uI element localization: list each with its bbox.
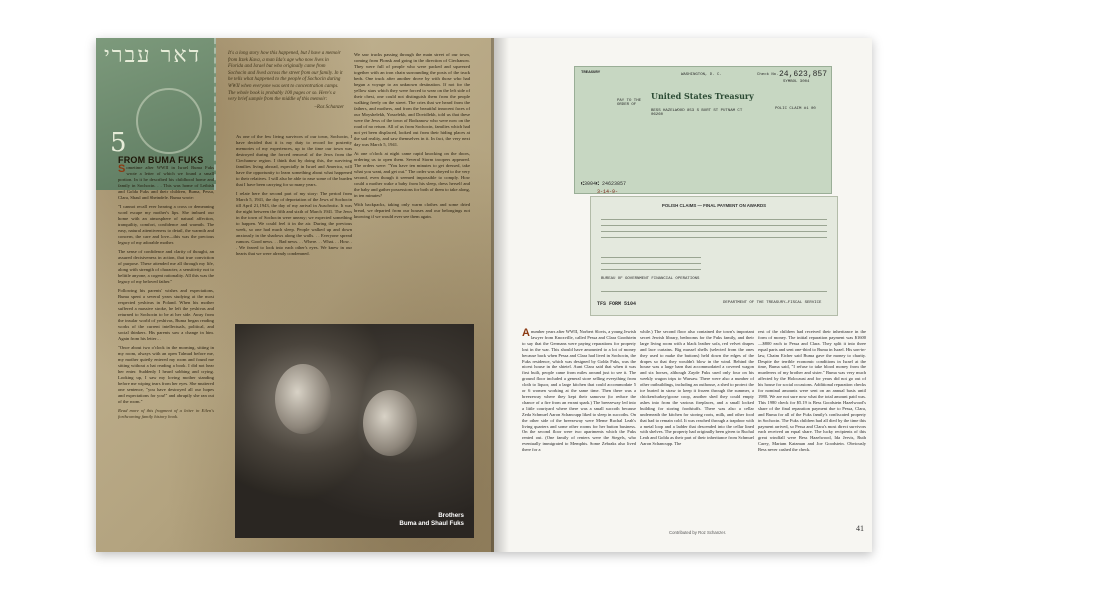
payee-label: PAY TO THE ORDER OF — [617, 99, 642, 107]
form-line — [601, 225, 827, 226]
paragraph — [522, 329, 636, 453]
form-line — [601, 219, 827, 220]
paragraph: We saw trucks passing through the main street of our town, coming from Plonsk and going in the direction of Ciechanow. They were full of people who were packed and squeezed together with an iron chain surrounding the posts of the truck beds. One truck after another drove by with those who had begun a voyage to an unknown destination. If not for the yellow stars which they were forced to wear on the left side of their chest, one could not distinguish them from the people walking freely on the street. The cries that we heard from the fathers, and mothers, and from the beautiful innocent faces of our Moyshelekh, Yosselekh, and Dovidlekh, told us that these were the Jews of the town of Bodzanow who were now on the road of no return. All of us from Sochocin, families which had not yet been displaced, looked out from their hiding places at the sad reality, and saw themselves in it. In fact, the very next day was March 5, 1941. — [354, 52, 470, 147]
right-page — [494, 38, 872, 552]
section-title: FROM BUMA FUKS — [118, 155, 204, 165]
dropcap: A — [522, 327, 530, 339]
page-gutter — [491, 38, 509, 552]
claim-form — [590, 189, 838, 316]
paragraph: "Once about two o'clock in the morning, sitting in my room, always with an open Talmud before me, my mother quietly entered my room and found me sitting without a hat reading a book. I did not hear her enter. Suddenly I heard sobbing and crying. Looking up, I saw my loving mother standing before me wiping tears from her eyes. She muttered one sentence, "you have destroyed all our hopes and expectations for you!" and abruptly she ran out of the room." — [118, 345, 214, 404]
intro-quote-text: It's a long story how this happened, but I have a memoir from Itzek Kava, a man Ida's age who now lives in Florida and Israel but who originally came from Sochocin and lived across the street from our family. In it he tells what happened to the people of Sochocin during WWII when everyone was sent to concentration camps. The whole book is probably 100 pages or so. Here's a very brief sample from the middle of this memoir: — [228, 51, 343, 103]
photo-caption-line1: Brothers — [438, 512, 464, 519]
treasury-check — [574, 66, 832, 194]
paragraph-text: ometime after WWII in Israel Buma Fuks wrote a letter of which we found a small portion. In it he described his childhood home and family in Sochocin. . . This was home of Leibish and Golda Fuks and their children, Buma, Pessa, Clara, Shaul and Sheindele. Buma wrote: — [118, 165, 214, 200]
right-column-1 — [522, 329, 636, 529]
paragraph: The sense of confidence and clarity of thought, an assured decisiveness in action, that true conviction of purpose. These attended me all through my life, along with strength of character, a sensitivity not to belittle anyone, a cogent rationality. All this was the legacy of my beloved father." — [118, 249, 214, 284]
form-title: POLISH CLAIMS — FINAL PAYMENT ON AWARDS — [661, 203, 767, 208]
form-footer: TFS FORM 5104 — [597, 301, 637, 307]
form-line — [601, 269, 701, 270]
photo-caption — [399, 512, 464, 528]
form-dept: DEPARTMENT OF THE TREASURY—FISCAL SERVICE — [723, 301, 822, 305]
stamp-value: 5 — [110, 128, 127, 158]
paragraph: while.) The second floor also contained the town's important secret Jewish library, bedrooms for the Fuks family, and their large living room with a black leather sofa, red velvet drapes and lace curtains. Big mussel shells (selected from the ones they used to make the buttons) held down the edges of the drapes so that they wouldn't blow in the wind. Behind the house was a large barn that accommodated a covered wagon and six horses, although Zayde Fuks used only four on his weekly wagon trips to Warsaw. There were also a number of other outbuildings, including an outhouse, a shed to protect the ice buried in straw to keep it frozen through the summer, a chicken/turkey/goose coop, another shed they could empty ashes into from the various fireplaces, and a small locked building for storing foodstuffs. There was also a cellar underneath the kitchen for storing roots, milk, and other food that had to remain cold. It was reached through a trapdoor with a metal loop and a ladder that descended into the cellar lined with shelves. The property had originally been given to Ruchal Leah and Golda as their part of their inheritance from Schmuel Aaron Schancupp. The — [640, 329, 754, 447]
intro-quote-attribution: –Roz Schanzer — [314, 104, 344, 110]
right-column-3 — [758, 329, 866, 529]
face-left — [275, 364, 331, 434]
left-column-2 — [236, 134, 352, 304]
paragraph: I relate here the second part of my story: The period from March 5, 1941, the day of deportation of the Jews of Sochocin till April 21,1943, the day of my arrival in Auschwitz. It was the night between the fifth and sixth of March 1941. The Jews in the town of Sochocin were uneasy; we expected something to happen. We could feel it in the air. During the previous week, so one had much sleep. People walked up and down anxiously in the shadows along the walls. . . Everyone spread rumors. Good news. . . Bad news. . . Where. . . What. . . How. . . We feared to look into each other's eyes. We knew in our hearts that we were already condemned. — [236, 191, 352, 256]
form-line — [601, 291, 827, 292]
form-subtitle: BUREAU OF GOVERNMENT FINANCIAL OPERATIONS — [601, 277, 700, 281]
form-line — [601, 237, 827, 238]
paragraph: With backpacks, taking only warm clothes and some dried bread, we departed from our houses and our belongings not knowing if we would ever see them again. — [354, 202, 470, 219]
paragraph: As one of the few living survivors of our town, Sochocin, I have decided that it is my duty to record for posterity memories of my experiences, up to the time our town was destroyed during the forced removal of the Jews from the Ciechanow region. I think that by doing this, the surviving families living abroad, especially in Israel and America, will have the opportunity to learn something about what happened to their relatives. I will also be able to ease some of the burden that I have been carrying for so many years. — [236, 134, 352, 187]
paragraph: rest of the children had received their inheritance in the form of money. The initial reparation payment was $1600—$800 each to Pessa and Clara. They split it into three equal parts and sent one-third to Buma in Israel. His son-in-law, Chaim Eicher said Buma gave the money to charity. Despite the terrible economic conditions in Israel at the time, Buma said, "I refuse to take blood money from the murderers of my brother and sister." Buma was very much affected by the Holocaust and for years did not go out of his house for social occasions. Additional reparation checks for nominal amounts were sent on an annual basis until 1980. We are not sure now what the total amount paid was. This 1980 check for $5.19 is Bess Goodstein Hazelwood's share of the final reparation payment due to Pessa, Clara, and Buma for all of the Fuks family's confiscated property in Sochocin. The Fuks children had all died by the time this payment arrived, so Pessa and Clara's most direct survivors each received an equal share. The lucky recipients of this great windfall were Bess Hazelwood, Ida Jervis, Ruth Carey, Mariam Katzman and Joe Goodstein. Obviously Bess never cashed the check. — [758, 329, 866, 453]
intro-quote — [228, 51, 344, 111]
paragraph: "I cannot recall ever hearing a cross or demeaning word escape my mother's lips. She imbued our home with an atmosphere of natural affection, tranquility, comfort, confidence and warmth. The easy, natural attentiveness to detail, the warmth and concern, the care and love—this was the precious legacy of my adorable mother. — [118, 204, 214, 245]
check-symbol: SYMBOL 3004 — [783, 80, 810, 84]
paragraph: At one o'clock at night came rapid knocking on the doors, ordering us to open them. Several Storm troopers appeared. The orders were: "You have ten minutes to get dressed, take what you want, and get out." The order was obeyed to the very second, even though it seemed impossible to comply. How could a mother wake a baby from his sleep, dress herself and the baby and gather possessions for both of them to take along, in ten minutes? — [354, 151, 470, 198]
dropcap: S — [118, 163, 126, 175]
read-more-note: Read more of this fragment of a letter in Eilen's forthcoming family history book. — [118, 408, 214, 419]
paragraph-text: number years after WWII, Norbert Slovis, a young Jewish lawyer from Knoxville, called Pessa and Clara Goodstein to say that the Germans were paying reparations for property lost in the war. This should have amounted to a lot of money because back when Pessa and Clara had lived in Sochocin, the Fuks residence, which was designed by Golda Fuks, was the nicest house in the shtetel. Aunt Clara said that when it was first built, people came from miles around just to see it. The ground floor included a general store selling everything from cloth to liquor, and a large kitchen that could accommodate 5 or 6 women working at the same time. Then there was a breezeway where they kept their samovar (to reduce the chance of a fire from an errant spark.) The breezeway led into a little courtyard where there was a small succoth because Zeda Schmuel Aaron Schancupp liked to sleep in succoths. On the other side of the breezeway were Meme Ruchal Leah's living quarters and some other rooms for her button business. On the second floor were two apartments which the Fuks rented out. (One family of renters were the Siegels, who eventually immigrated to Memphis. Some Zebraks also lived there for a — [522, 329, 636, 453]
form-date-stamp: 3-14-9- — [597, 189, 619, 195]
paragraph: Following his parents' wishes and expectations, Buma spent a several years studying at the most respected yeshivas in Poland. When his mother suffered a massive stroke, he left the yeshivas and returned to Sochocin to be at her side. Away from the insular world of yeshivas, Buma began reading works of the current intellectuals, political, and social thinkers. His parents saw a change in him. Again from his letter… — [118, 288, 214, 341]
micr-line: ⑆3004⑆ 24623857 — [581, 181, 627, 187]
check-location: WASHINGTON, D. C. — [681, 73, 722, 77]
page-number: 41 — [856, 524, 864, 533]
claim-text: POLIC CLAIM #1 00 — [775, 107, 816, 111]
photo-caption-line2: Buma and Shaul Fuks — [399, 520, 464, 527]
paragraph — [118, 165, 214, 201]
form-line — [601, 257, 701, 258]
form-line — [601, 231, 827, 232]
left-page — [96, 38, 494, 552]
stamp-hebrew-text: דאר עברי — [104, 43, 202, 68]
left-column-3 — [354, 52, 470, 352]
check-header: TREASURY — [581, 71, 601, 75]
right-column-2 — [640, 329, 754, 529]
left-column-1 — [118, 165, 214, 525]
form-line — [601, 263, 701, 264]
contributor-credit: Contributed by Roz Schanzer. — [669, 530, 727, 535]
stamp-emblem — [136, 88, 202, 154]
brothers-photo — [235, 324, 474, 538]
face-right — [363, 390, 417, 456]
check-number-label: Check No. — [757, 73, 779, 77]
payee-address: BESS HAZELWOOD 853 S BURT ST PUTNAM CT 06260 — [651, 109, 743, 117]
magazine-spread — [96, 38, 872, 552]
bank-name: United States Treasury — [651, 91, 754, 101]
check-number: 24,623,857 — [779, 70, 828, 79]
